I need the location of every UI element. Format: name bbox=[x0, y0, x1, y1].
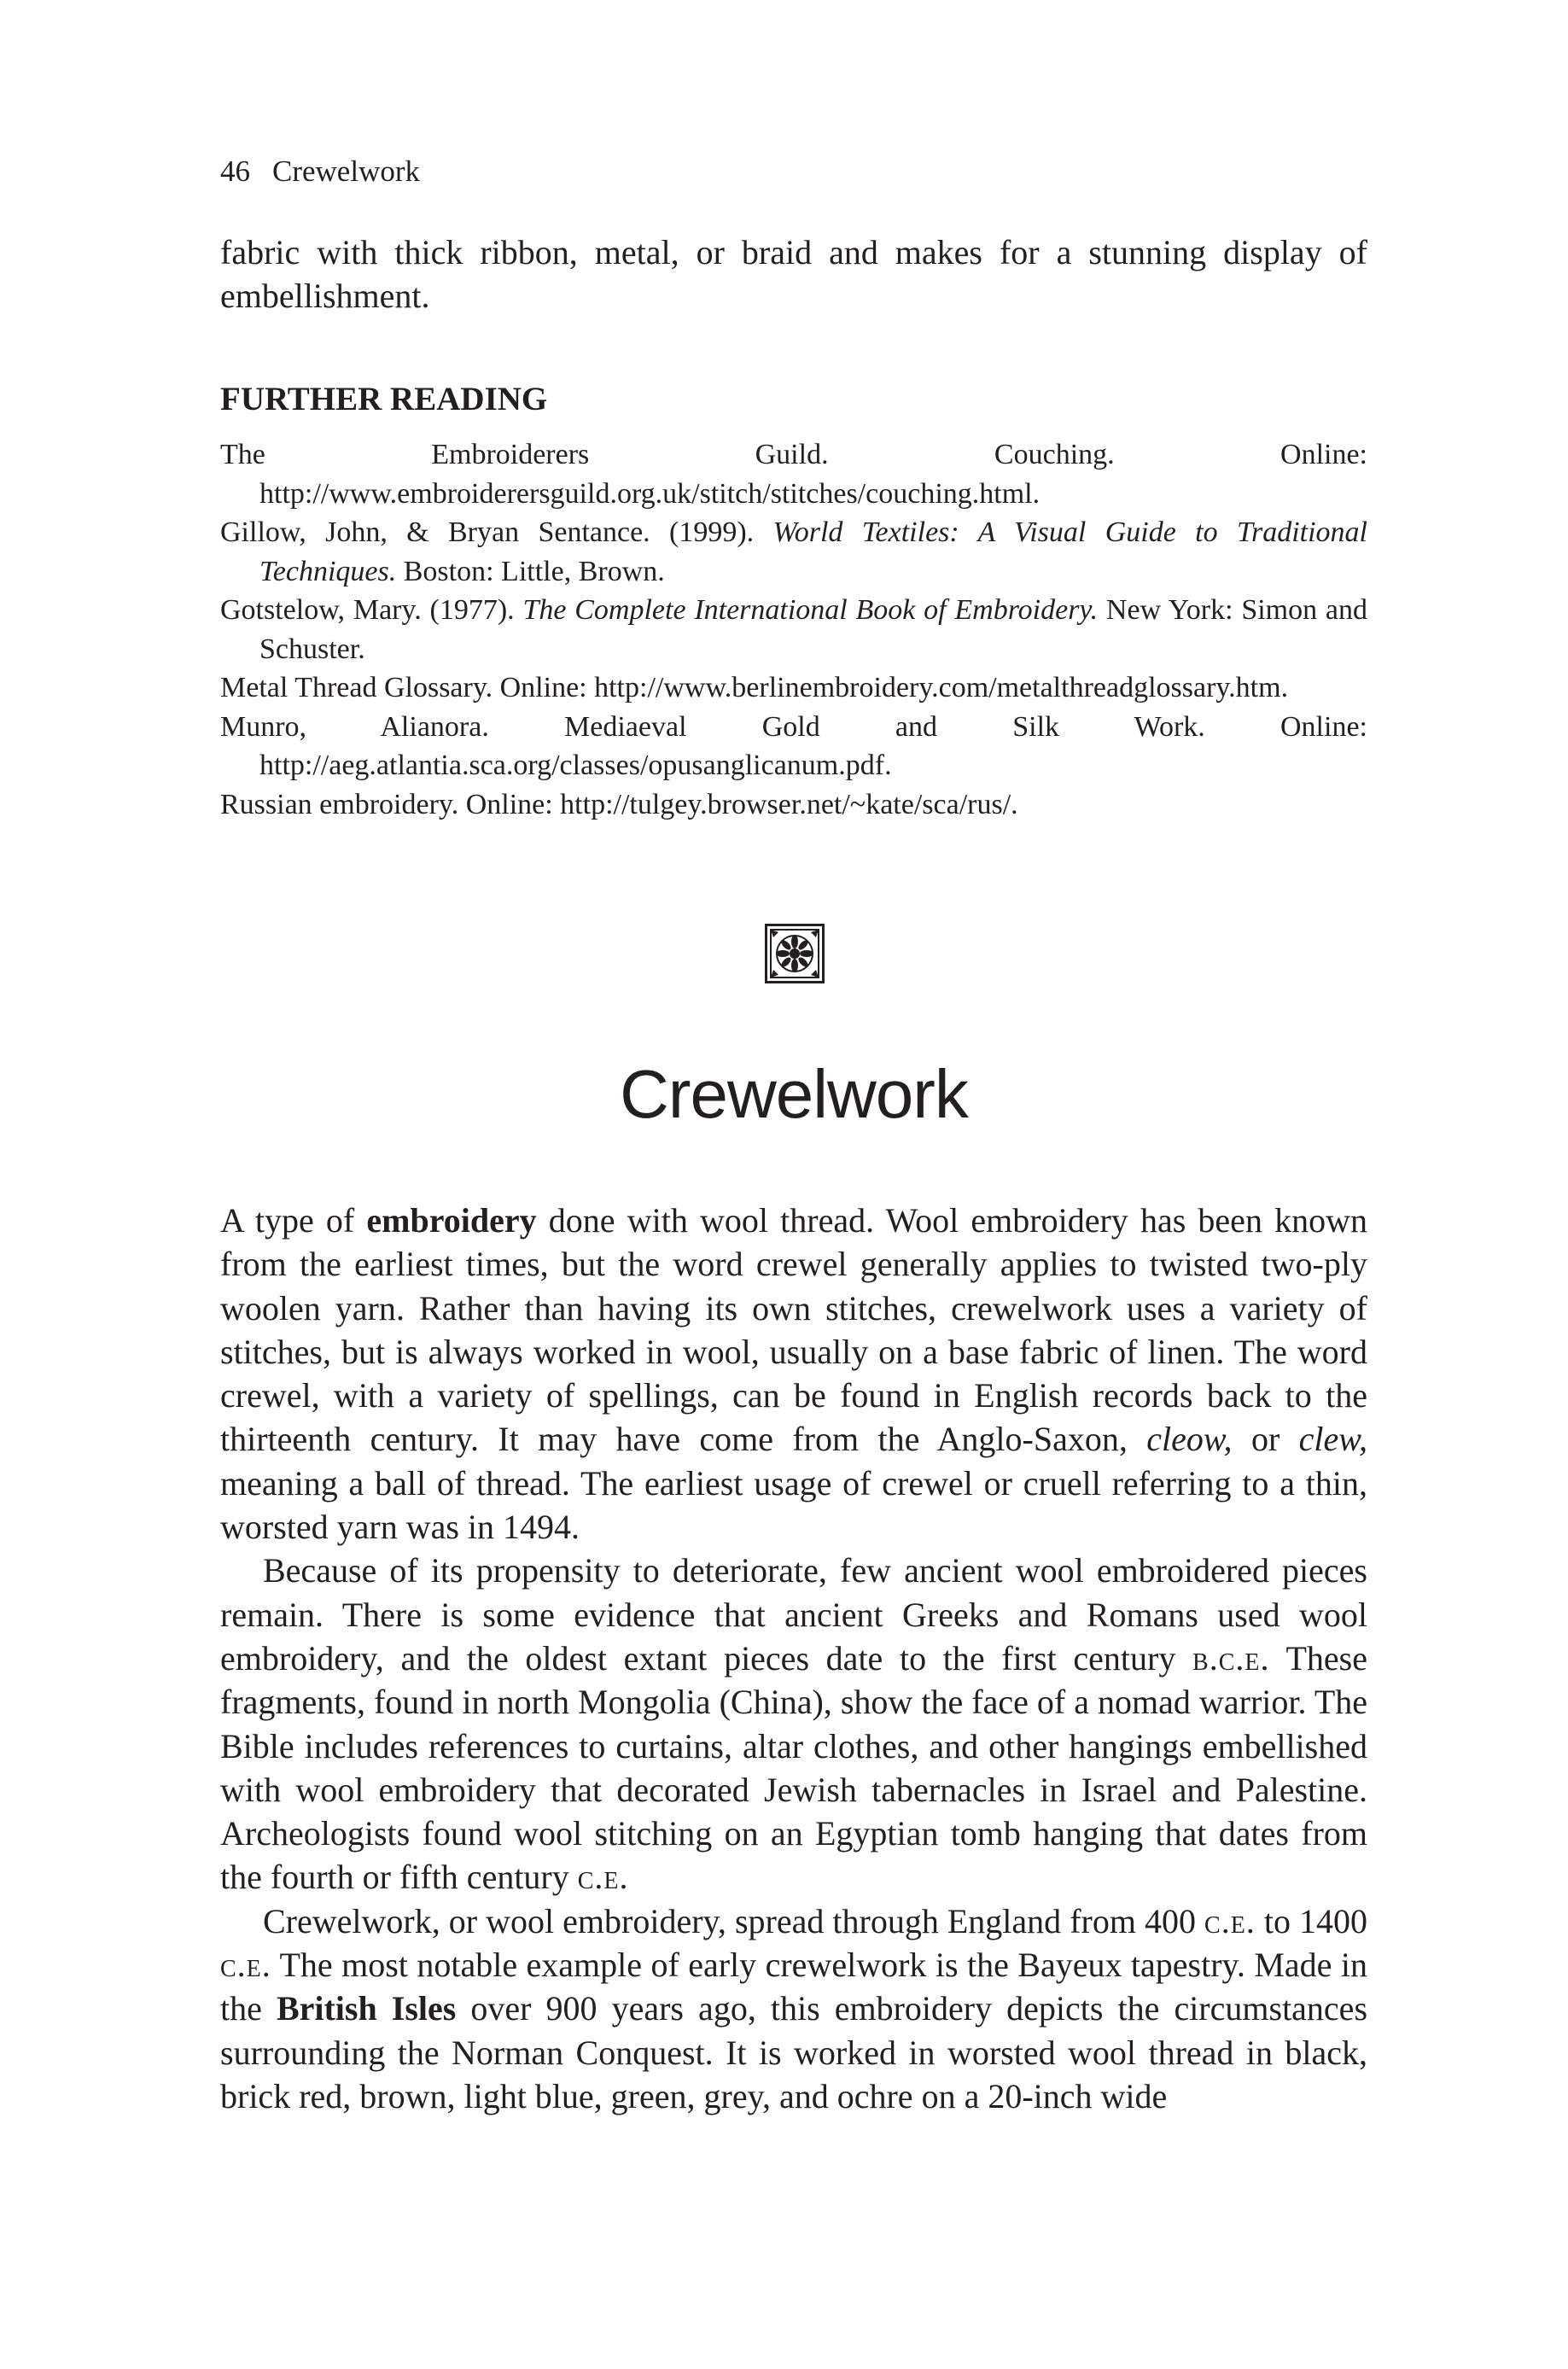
reference-entry: Munro, Alianora. Mediaeval Gold and Silk Work. Online: http://aeg.atlantia.sca.org/classes/opusanglicanum.pdf. bbox=[220, 710, 1367, 781]
book-title: World Textiles: A Visual Guide to Traditional Techniques. bbox=[259, 516, 1368, 587]
era-abbreviation: b.c.e. bbox=[1192, 1638, 1270, 1678]
ornamental-rosette-icon bbox=[765, 924, 825, 983]
reference-entry: Gillow, John, & Bryan Sentance. (1999). World Textiles: A Visual Guide to Traditional Techniques. Boston: Little, Brown. bbox=[220, 516, 1368, 587]
italic-term: clew, bbox=[1298, 1420, 1367, 1459]
article-title: Crewelwork bbox=[620, 1056, 968, 1132]
era-abbreviation: c.e. bbox=[577, 1858, 629, 1897]
era-abbreviation: c.e. bbox=[220, 1946, 271, 1985]
running-head bbox=[220, 154, 420, 190]
era-abbreviation: c.e. bbox=[1204, 1901, 1256, 1940]
reference-entry: Russian embroidery. Online: http://tulgey.browser.net/~kate/sca/rus/. bbox=[220, 788, 1018, 820]
reference-entry: Metal Thread Glossary. Online: http://www.berlinembroidery.com/metalthreadglossary.htm. bbox=[220, 672, 1289, 703]
article-paragraph: Because of its propensity to deteriorate, few ancient wool embroidered pieces remain. There is some evidence that ancient Greeks and Romans used wool embroidery, and the oldest extant pieces date to the first century b.c.e. These fragments, found in north Mongolia (China), show the face of a nomad warrior. The Bible includes references to curtains, altar clothes, and other hangings embellished with wool embroidery that decorated Jewish tabernacles in Israel and Palestine. Archeologists found wool stitching on an Egyptian tomb hanging that dates from the fourth or fifth century c.e. bbox=[220, 1551, 1367, 1897]
further-reading-heading: FURTHER READING bbox=[220, 381, 548, 417]
reference-entry: The Embroiderers Guild. Couching. Online: http://www.embroiderersguild.org.uk/stitch/stitches/couching.html. bbox=[220, 439, 1367, 510]
book-title: The Complete International Book of Embroidery. bbox=[522, 594, 1099, 626]
article-body bbox=[220, 1199, 1367, 2118]
page-number: 46 bbox=[220, 155, 250, 188]
further-reading-list bbox=[220, 435, 1367, 824]
reference-entry: Gotstelow, Mary. (1977). The Complete International Book of Embroidery. New York: Simon and Schuster. bbox=[220, 594, 1367, 665]
article-paragraph: A type of embroidery done with wool thread. Wool embroidery has been known from the earliest times, but the word crewel generally applies to twisted two-ply woolen yarn. Rather than having its own stitches, crewelwork uses a variety of stitches, but is always worked in wool, usually on a base fabric of linen. The word crewel, with a variety of spellings, can be found in English records back to the thirteenth century. It may have come from the Anglo-Saxon, cleow, or clew, meaning a ball of thread. The earliest usage of crewel or cruell referring to a thin, worsted yarn was in 1494. bbox=[220, 1201, 1367, 1547]
cross-reference: British Isles bbox=[276, 1989, 457, 2028]
article-paragraph: Crewelwork, or wool embroidery, spread through England from 400 c.e. to 1400 c.e. The most notable example of early crewelwork is the Bayeux tapestry. Made in the British Isles over 900 years ago, this embroidery depicts the circumstances surrounding the Norman Conquest. It is worked in worsted wool thread in black, brick red, brown, light blue, green, grey, and ochre on a 20-inch wide bbox=[220, 1901, 1368, 2115]
italic-term: cleow, bbox=[1146, 1420, 1233, 1459]
cross-reference: embroidery bbox=[366, 1201, 537, 1240]
running-head-title: Crewelwork bbox=[272, 155, 421, 188]
continued-paragraph: fabric with thick ribbon, metal, or braid and makes for a stunning display of embellishment. bbox=[220, 233, 1367, 315]
